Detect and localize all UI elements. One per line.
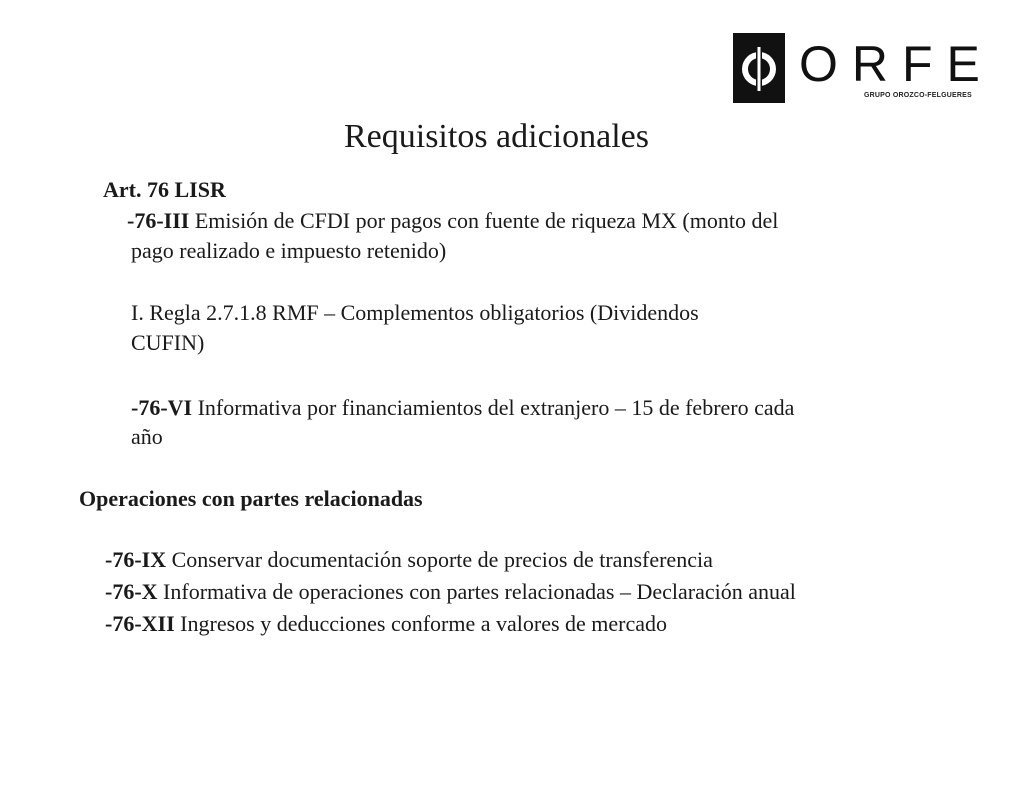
item-76-xii: [105, 610, 667, 638]
item-code: -76-XII: [105, 611, 175, 636]
item-76-iii-cont: pago realizado e impuesto retenido): [131, 238, 447, 263]
logo-wordmark: ORFE: [799, 36, 994, 92]
item-76-x: [105, 578, 796, 606]
slide-title: Requisitos adicionales: [343, 118, 649, 155]
item-76-ix: [105, 546, 713, 574]
item-text: Conservar documentación soporte de precios de transferencia: [171, 547, 713, 572]
rule-line: I. Regla 2.7.1.8 RMF – Complementos obligatorios (Dividendos: [131, 300, 699, 325]
orfe-phi-logo-icon: [733, 33, 785, 103]
item-code: -76-IX: [105, 547, 167, 572]
section-heading-art76: Art. 76 LISR: [103, 177, 226, 202]
item-code: -76-X: [105, 579, 158, 604]
item-text: Informativa de operaciones con partes relacionadas – Declaración anual: [163, 579, 796, 604]
section-heading-related-parties: Operaciones con partes relacionadas: [79, 486, 423, 511]
item-text: Informativa por financiamientos del extranjero – 15 de febrero cada: [197, 395, 795, 420]
rule-line-cont: CUFIN): [131, 330, 205, 355]
logo-subtitle: GRUPO OROZCO-FELGUERES: [864, 92, 972, 99]
item-code: -76-III: [127, 208, 190, 233]
item-code: -76-VI: [131, 395, 193, 420]
item-76-vi: [131, 394, 794, 422]
company-logo: [733, 33, 994, 108]
item-76-vi-cont: año: [131, 424, 163, 449]
item-text: Emisión de CFDI por pagos con fuente de riqueza MX (monto del: [194, 208, 779, 233]
item-76-iii: [127, 207, 778, 235]
item-text: Ingresos y deducciones conforme a valores de mercado: [180, 611, 668, 636]
